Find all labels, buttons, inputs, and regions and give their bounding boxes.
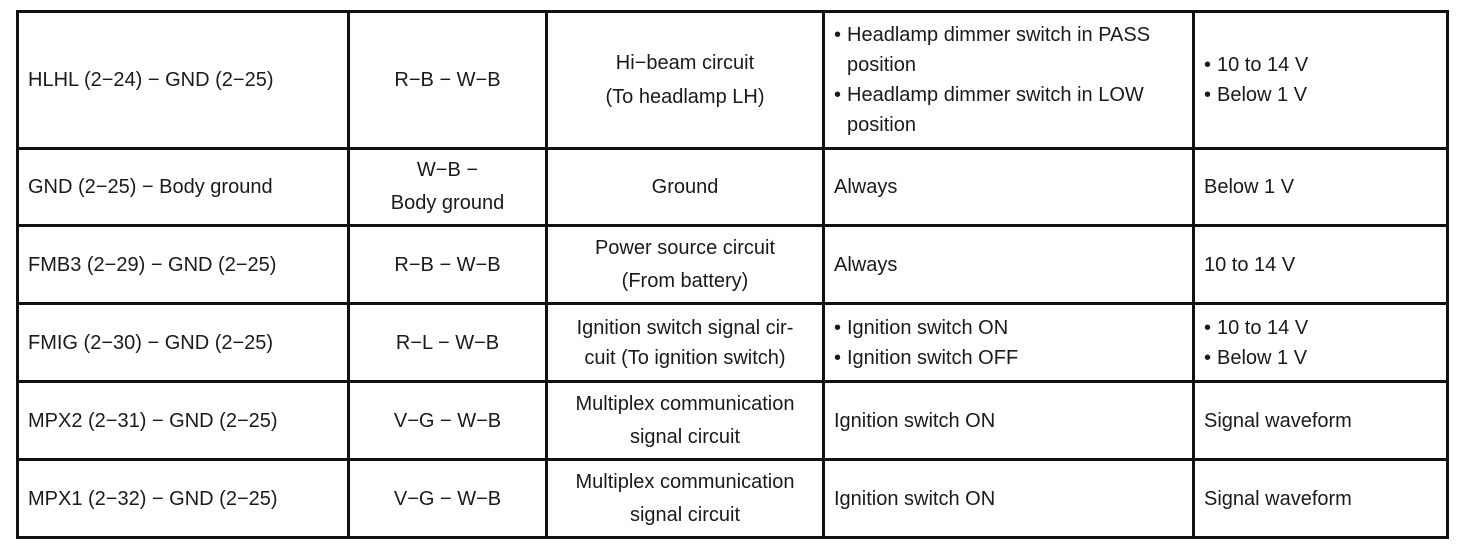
condition-cell: Always <box>824 149 1194 226</box>
description-cell <box>547 460 824 538</box>
specified-item: • 10 to 14 V <box>1204 313 1437 343</box>
description-line: Ignition switch signal cir- <box>576 316 794 339</box>
wire-color-cell: V−G − W−B <box>349 382 547 460</box>
terminal-check-table-container <box>16 10 1446 539</box>
description-line: (To headlamp LH) <box>605 86 765 108</box>
specified-item: • Below 1 V <box>1204 80 1437 110</box>
wire-color-cell <box>349 149 547 226</box>
specified-list <box>1204 313 1437 373</box>
wire-color-cell: R−B − W−B <box>349 12 547 149</box>
description-line: (From battery) <box>621 269 749 292</box>
terminal-cell: FMIG (2−30) − GND (2−25) <box>18 304 349 382</box>
table-row <box>18 382 1448 460</box>
terminal-cell: MPX1 (2−32) − GND (2−25) <box>18 460 349 538</box>
condition-cell <box>824 12 1194 149</box>
description-line: Power source circuit <box>594 236 776 259</box>
description-line: Hi−beam circuit <box>615 52 755 74</box>
wire-color-cell: V−G − W−B <box>349 460 547 538</box>
description-cell <box>547 382 824 460</box>
wire-color-cell: R−B − W−B <box>349 226 547 304</box>
description-cell <box>547 226 824 304</box>
description-line: cuit (To ignition switch) <box>584 346 786 369</box>
specified-condition-cell: Signal waveform <box>1194 460 1448 538</box>
condition-item: • Ignition switch ON <box>834 313 1183 343</box>
description-line: signal circuit <box>629 503 741 526</box>
terminal-cell: MPX2 (2−31) − GND (2−25) <box>18 382 349 460</box>
condition-cell: Always <box>824 226 1194 304</box>
terminal-check-table <box>16 10 1449 539</box>
condition-cell <box>824 304 1194 382</box>
specified-condition-cell: 10 to 14 V <box>1194 226 1448 304</box>
condition-list <box>834 313 1183 373</box>
description-line: Multiplex communication <box>575 470 795 493</box>
specified-condition-cell: Below 1 V <box>1194 149 1448 226</box>
specified-condition-cell <box>1194 304 1448 382</box>
description-line: Multiplex communication <box>575 392 795 415</box>
wire-color-cell: R−L − W−B <box>349 304 547 382</box>
condition-cell: Ignition switch ON <box>824 382 1194 460</box>
terminal-cell: FMB3 (2−29) − GND (2−25) <box>18 226 349 304</box>
description-cell <box>547 12 824 149</box>
condition-item: • Headlamp dimmer switch in PASS position <box>834 20 1183 80</box>
specified-item: • 10 to 14 V <box>1204 50 1437 80</box>
terminal-cell: HLHL (2−24) − GND (2−25) <box>18 12 349 149</box>
condition-cell: Ignition switch ON <box>824 460 1194 538</box>
wire-line: Body ground <box>390 192 505 214</box>
condition-item: • Ignition switch OFF <box>834 343 1183 373</box>
condition-item: • Headlamp dimmer switch in LOW position <box>834 80 1183 140</box>
table-row <box>18 149 1448 226</box>
description-cell: Ground <box>547 149 824 226</box>
table-row <box>18 460 1448 538</box>
table-row <box>18 304 1448 382</box>
specified-condition-cell <box>1194 12 1448 149</box>
description-line: signal circuit <box>629 425 741 448</box>
condition-list <box>834 20 1183 140</box>
table-row <box>18 226 1448 304</box>
specified-condition-cell: Signal waveform <box>1194 382 1448 460</box>
terminal-cell: GND (2−25) − Body ground <box>18 149 349 226</box>
specified-item: • Below 1 V <box>1204 343 1437 373</box>
table-row <box>18 12 1448 149</box>
description-cell <box>547 304 824 382</box>
specified-list <box>1204 50 1437 110</box>
wire-line: W−B − <box>416 159 479 181</box>
